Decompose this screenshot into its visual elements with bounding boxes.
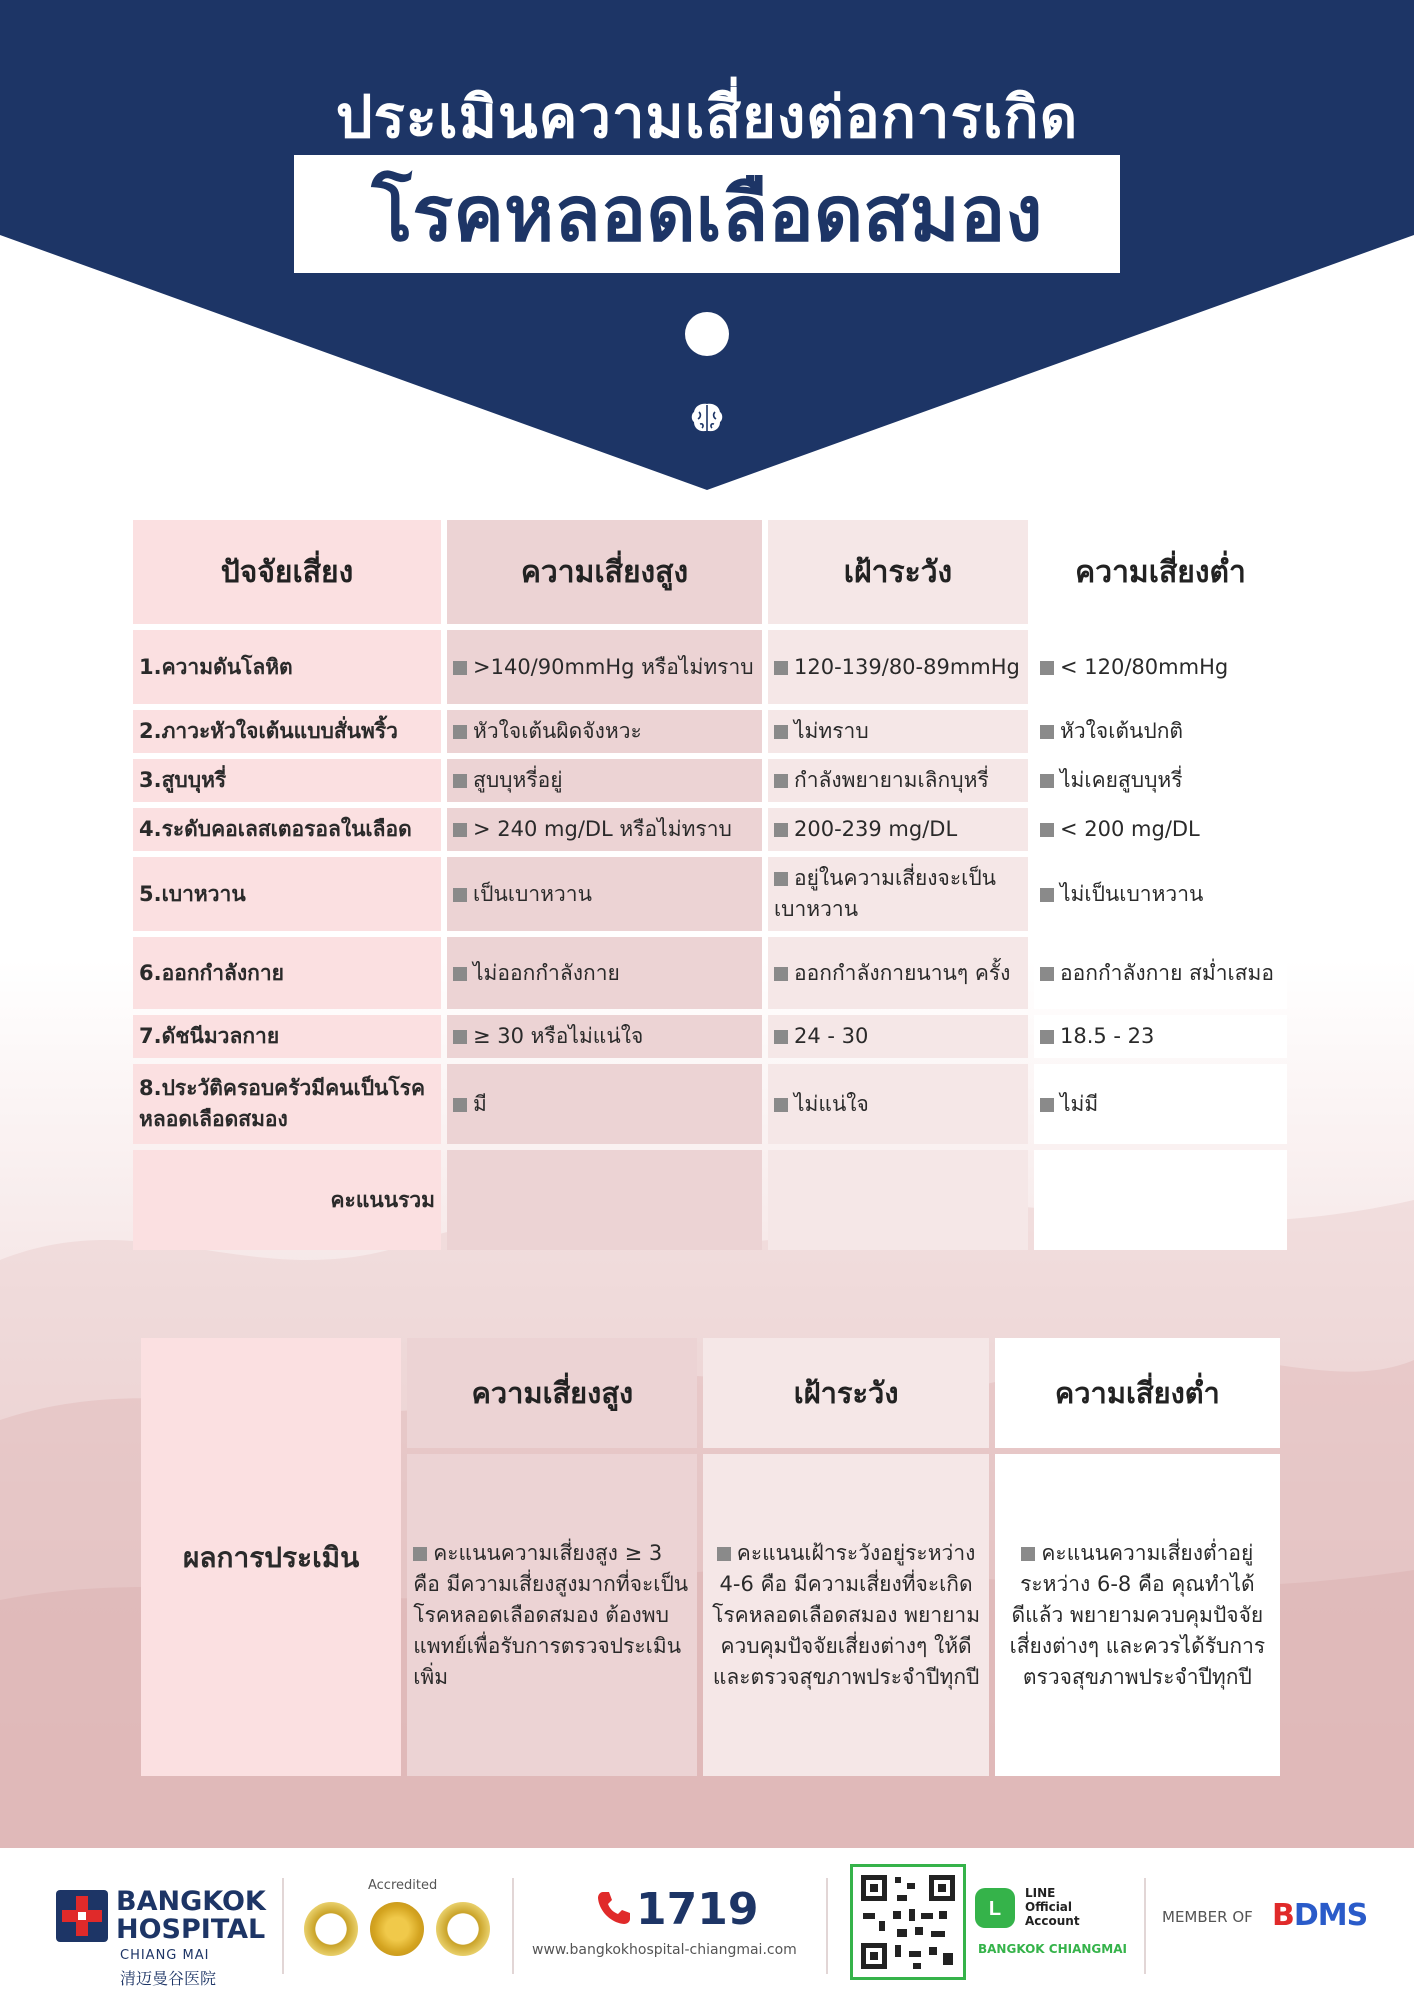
- table-header-row: [133, 520, 1287, 624]
- result-header-high: ความเสี่ยงสูง: [407, 1338, 697, 1448]
- header-risk-factor: ปัจจัยเสี่ยง: [133, 520, 441, 624]
- watch-cell: [768, 808, 1028, 851]
- bdms-b: B: [1272, 1898, 1294, 1933]
- table-row: [133, 759, 1287, 802]
- checkbox-square-icon[interactable]: [453, 774, 467, 788]
- cell-text: 200-239 mg/DL: [794, 817, 958, 841]
- cell-text: หัวใจเต้นปกติ: [1060, 719, 1184, 743]
- watch-cell: [768, 710, 1028, 753]
- line-official-account[interactable]: [1025, 1886, 1080, 1928]
- header-watch: เฝ้าระวัง: [768, 520, 1028, 624]
- factor-label: 7.ดัชนีมวลกาย: [133, 1015, 441, 1058]
- high-risk-cell: [447, 808, 762, 851]
- watch-cell: [768, 630, 1028, 704]
- checkbox-square-icon[interactable]: [453, 661, 467, 675]
- line-text-1: LINE: [1025, 1886, 1056, 1900]
- total-low-field[interactable]: [1034, 1150, 1287, 1250]
- table-row: [133, 1015, 1287, 1058]
- footer-divider: [512, 1878, 514, 1974]
- cell-text: เป็นเบาหวาน: [473, 881, 592, 906]
- factor-label: 8.ประวัติครอบครัวมีคนเป็นโรคหลอดเลือดสมอง: [133, 1064, 441, 1144]
- line-text-2: Official: [1025, 1900, 1073, 1914]
- accreditation-medal-icon: [436, 1902, 490, 1956]
- cell-text: >140/90mmHg หรือไม่ทราบ: [473, 654, 754, 679]
- checkbox-square-icon[interactable]: [774, 661, 788, 675]
- checkbox-square-icon[interactable]: [453, 725, 467, 739]
- phone-icon: [594, 1888, 634, 1928]
- accredited-label: Accredited: [368, 1878, 438, 1893]
- factor-label: 5.เบาหวาน: [133, 857, 441, 931]
- checkbox-square-icon[interactable]: [1040, 823, 1054, 837]
- cell-text: สูบบุหรี่อยู่: [473, 768, 563, 792]
- cell-text: 18.5 - 23: [1060, 1024, 1155, 1048]
- table-row: [133, 630, 1287, 704]
- checkbox-square-icon[interactable]: [1040, 725, 1054, 739]
- high-risk-cell: [447, 857, 762, 931]
- footer-divider: [826, 1878, 828, 1974]
- jci-seal-icon: [370, 1902, 424, 1956]
- watch-cell: [768, 1064, 1028, 1144]
- cell-text: ไม่ทราบ: [794, 719, 869, 743]
- hotline-number: 1719: [636, 1884, 759, 1935]
- result-header-low: ความเสี่ยงต่ำ: [995, 1338, 1280, 1448]
- result-low-text: คะแนนความเสี่ยงต่ำอยู่ระหว่าง 6-8 คือ คุณทำได้ดีแล้ว พยายามควบคุมปัจจัยเสี่ยงต่างๆ และควรได้รับการตรวจสุขภาพประจำปีทุกปี: [1009, 1540, 1266, 1689]
- checkbox-square-icon[interactable]: [774, 774, 788, 788]
- cell-text: ออกกำลังกาย สม่ำเสมอ: [1060, 960, 1274, 985]
- result-high-cell: [407, 1454, 697, 1776]
- checkbox-square-icon[interactable]: [1040, 774, 1054, 788]
- logo-text-hospital: HOSPITAL: [116, 1914, 266, 1945]
- result-watch-text: คะแนนเฝ้าระวังอยู่ระหว่าง 4-6 คือ มีความเสี่ยงที่จะเกิดโรคหลอดเลือดสมอง พยายามควบคุมปัจจัยเสี่ยงต่างๆ ให้ดีและตรวจสุขภาพประจำปีทุกปี: [712, 1540, 981, 1689]
- watch-cell: [768, 937, 1028, 1009]
- checkbox-square-icon[interactable]: [453, 888, 467, 902]
- watch-cell: [768, 857, 1028, 931]
- cell-text: ไม่มี: [1060, 1091, 1099, 1116]
- high-risk-cell: [447, 630, 762, 704]
- table-row: [133, 857, 1287, 931]
- cell-text: ≥ 30 หรือไม่แน่ใจ: [473, 1024, 644, 1048]
- table-row: [133, 710, 1287, 753]
- total-score-row: [133, 1150, 1287, 1250]
- header-high-risk: ความเสี่ยงสูง: [447, 520, 762, 624]
- total-high-field[interactable]: [447, 1150, 762, 1250]
- logo-text-chinese: 清迈曼谷医院: [120, 1969, 217, 1988]
- logo-text-bangkok: BANGKOK: [116, 1886, 266, 1917]
- low-risk-cell: [1034, 759, 1287, 802]
- factor-label: 4.ระดับคอเลสเตอรอลในเลือด: [133, 808, 441, 851]
- line-app-icon: [975, 1888, 1015, 1928]
- checkbox-square-icon[interactable]: [1040, 967, 1054, 981]
- cell-text: หัวใจเต้นผิดจังหวะ: [473, 719, 642, 743]
- result-label: ผลการประเมิน: [182, 1540, 360, 1574]
- bullet-square-icon: [413, 1547, 427, 1561]
- result-low-cell: [995, 1454, 1280, 1776]
- high-risk-cell: [447, 759, 762, 802]
- table-row: [133, 937, 1287, 1009]
- low-risk-cell: [1034, 1064, 1287, 1144]
- page-title-line2: โรคหลอดเลือดสมอง: [371, 169, 1043, 258]
- line-text-3: Account: [1025, 1914, 1080, 1928]
- checkbox-square-icon[interactable]: [774, 872, 788, 886]
- risk-assessment-table: [127, 514, 1293, 1256]
- cell-text: ไม่ออกกำลังกาย: [473, 960, 620, 985]
- checkbox-square-icon[interactable]: [1040, 1098, 1054, 1112]
- page-title-box: [294, 155, 1120, 273]
- bdms-rest: DMS: [1293, 1898, 1368, 1933]
- checkbox-square-icon[interactable]: [774, 1030, 788, 1044]
- cell-text: อยู่ในความเสี่ยงจะเป็นเบาหวาน: [774, 866, 997, 921]
- low-risk-cell: [1034, 1015, 1287, 1058]
- member-of-label: MEMBER OF: [1162, 1908, 1253, 1926]
- footer-divider: [282, 1878, 284, 1974]
- brain-icon: [689, 400, 725, 436]
- result-label-cell: [141, 1338, 401, 1776]
- table-row: [133, 808, 1287, 851]
- checkbox-square-icon[interactable]: [453, 823, 467, 837]
- line-account-name: BANGKOK CHIANGMAI: [978, 1942, 1127, 1956]
- cell-text: กำลังพยายามเลิกบุหรี่: [794, 768, 989, 792]
- cell-text: ไม่เป็นเบาหวาน: [1060, 881, 1204, 906]
- low-risk-cell: [1034, 710, 1287, 753]
- footer-divider: [1144, 1878, 1146, 1974]
- logo-text-chiangmai: CHIANG MAI: [120, 1948, 210, 1963]
- result-header-watch: เฝ้าระวัง: [703, 1338, 988, 1448]
- factor-label: 6.ออกกำลังกาย: [133, 937, 441, 1009]
- bdms-logo: [1272, 1898, 1367, 1933]
- website-link[interactable]: www.bangkokhospital-chiangmai.com: [532, 1942, 797, 1958]
- watch-cell: [768, 759, 1028, 802]
- header-low-risk: ความเสี่ยงต่ำ: [1034, 520, 1287, 624]
- cell-text: ไม่แน่ใจ: [794, 1091, 869, 1116]
- checkbox-square-icon[interactable]: [774, 725, 788, 739]
- result-watch-cell: [703, 1454, 988, 1776]
- accreditation-medal-icon: [304, 1902, 358, 1956]
- table-row: [133, 1064, 1287, 1144]
- total-watch-field[interactable]: [768, 1150, 1028, 1250]
- cell-text: < 200 mg/DL: [1060, 817, 1200, 841]
- cell-text: ออกกำลังกายนานๆ ครั้ง: [794, 960, 1011, 985]
- bullet-square-icon: [717, 1547, 731, 1561]
- low-risk-cell: [1034, 937, 1287, 1009]
- factor-label: 3.สูบบุหรี่: [133, 759, 441, 802]
- hospital-cross-icon: [56, 1890, 108, 1942]
- checkbox-square-icon[interactable]: [774, 1098, 788, 1112]
- checkbox-square-icon[interactable]: [1040, 888, 1054, 902]
- qr-code-icon[interactable]: [850, 1864, 966, 1980]
- checkbox-square-icon[interactable]: [1040, 661, 1054, 675]
- cell-text: มี: [473, 1091, 487, 1116]
- cell-text: ไม่เคยสูบบุหรี่: [1060, 768, 1183, 792]
- result-table: [135, 1332, 1286, 1782]
- checkbox-square-icon[interactable]: [453, 1098, 467, 1112]
- cell-text: > 240 mg/DL หรือไม่ทราบ: [473, 817, 732, 841]
- factor-label: 2.ภาวะหัวใจเต้นแบบสั่นพริ้ว: [133, 710, 441, 753]
- bullet-square-icon: [1021, 1547, 1035, 1561]
- high-risk-cell: [447, 1064, 762, 1144]
- low-risk-cell: [1034, 808, 1287, 851]
- result-high-text: คะแนนความเสี่ยงสูง ≥ 3 คือ มีความเสี่ยงสูงมากที่จะเป็นโรคหลอดเลือดสมอง ต้องพบแพทย์เพื่อรับการตรวจประเมินเพิ่ม: [413, 1540, 689, 1689]
- low-risk-cell: [1034, 630, 1287, 704]
- svg-text:L: L: [988, 1898, 1002, 1920]
- cell-text: 120-139/80-89mmHg: [794, 654, 1020, 679]
- high-risk-cell: [447, 937, 762, 1009]
- high-risk-cell: [447, 1015, 762, 1058]
- low-risk-cell: [1034, 857, 1287, 931]
- high-risk-cell: [447, 710, 762, 753]
- result-header-row: [141, 1338, 1280, 1448]
- cell-text: < 120/80mmHg: [1060, 654, 1229, 679]
- total-score-label: คะแนนรวม: [133, 1150, 441, 1250]
- footer: [0, 1848, 1414, 2000]
- checkbox-square-icon[interactable]: [453, 967, 467, 981]
- header-dot: [685, 312, 729, 356]
- cell-text: 24 - 30: [794, 1024, 869, 1048]
- factor-label: 1.ความดันโลหิต: [133, 630, 441, 704]
- checkbox-square-icon[interactable]: [774, 823, 788, 837]
- checkbox-square-icon[interactable]: [774, 967, 788, 981]
- watch-cell: [768, 1015, 1028, 1058]
- checkbox-square-icon[interactable]: [453, 1030, 467, 1044]
- page-title-line1: ประเมินความเสี่ยงต่อการเกิด: [335, 83, 1079, 151]
- checkbox-square-icon[interactable]: [1040, 1030, 1054, 1044]
